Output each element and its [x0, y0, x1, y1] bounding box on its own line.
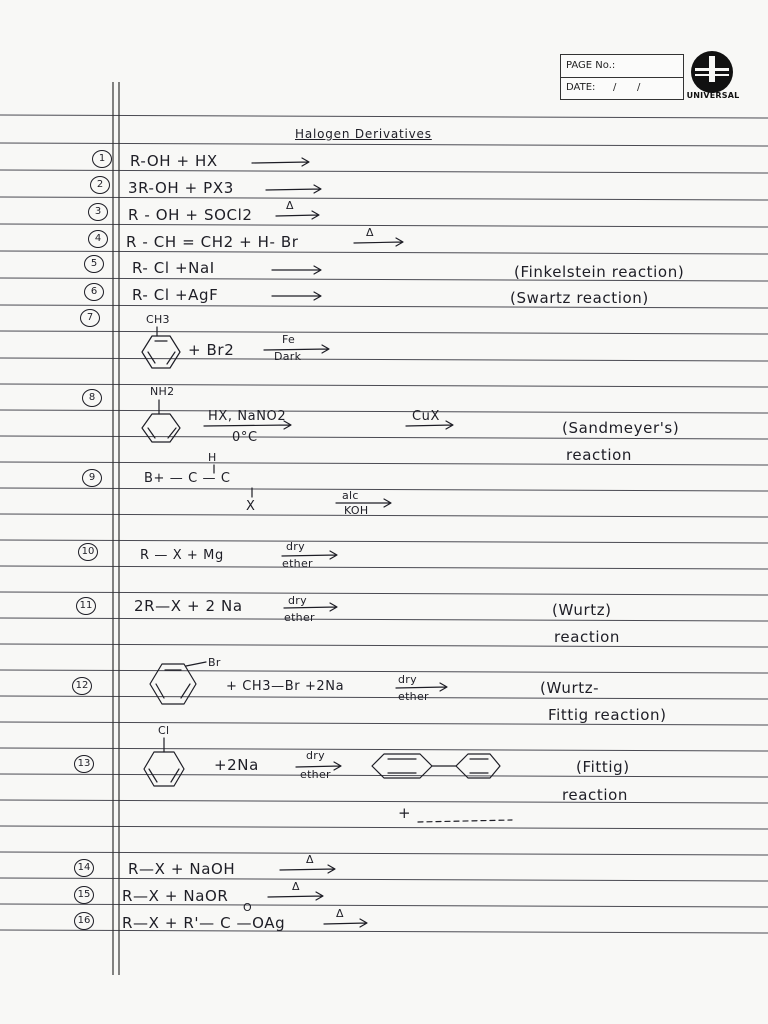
date-separator: /: [637, 82, 641, 93]
date-label: DATE:: [566, 82, 596, 93]
item-number: 13: [74, 755, 94, 773]
biphenyl-icon: [372, 754, 500, 778]
reaction-13: +2Na: [214, 756, 259, 774]
reaction-12: + CH3—Br +2Na: [226, 679, 345, 694]
carbonyl-oxygen: O: [243, 901, 252, 914]
reaction-4: R - CH = CH2 + H- Br: [126, 233, 299, 251]
reaction-6: R- Cl +AgF: [132, 286, 219, 304]
condition-label: ether: [282, 557, 313, 570]
note-sandmeyer-2: reaction: [566, 446, 633, 464]
item-number: 8: [82, 389, 102, 407]
reaction-7: + Br2: [188, 341, 235, 359]
condition-label: 0°C: [232, 430, 258, 445]
condition-label: dry: [398, 673, 417, 686]
note-wurtz-fittig-2: Fittig reaction): [548, 706, 667, 724]
reaction-9: B+ — C — C: [144, 471, 231, 486]
hydrogen-label: H: [208, 451, 217, 464]
date-separator: /: [613, 82, 617, 93]
reaction-3: R - OH + SOCl2: [128, 206, 253, 224]
halogen-label: X: [246, 499, 256, 514]
note-fittig-2: reaction: [562, 786, 629, 804]
benzene-ring-icon: [150, 662, 206, 704]
item-number: 12: [72, 677, 92, 695]
reaction-16: R—X + R'— C —OAg: [122, 914, 286, 932]
condition-label: dry: [288, 594, 307, 607]
plus-sign: +: [398, 804, 412, 822]
benzene-ring-icon: [142, 400, 180, 442]
condition-label: dry: [286, 540, 305, 553]
heat-symbol: Δ: [292, 880, 300, 893]
note-sandmeyer: (Sandmeyer's): [562, 419, 680, 437]
note-wurtz-2: reaction: [554, 628, 621, 646]
reagent-label: CuX: [412, 409, 441, 424]
substituent-ch3: CH3: [146, 313, 170, 326]
substituent-nh2: NH2: [150, 385, 175, 398]
benzene-ring-icon: [144, 738, 184, 786]
condition-label: ether: [398, 690, 429, 703]
note-finkelstein: (Finkelstein reaction): [514, 263, 685, 281]
reaction-14: R—X + NaOH: [128, 860, 236, 878]
item-number: 15: [74, 886, 94, 904]
reaction-1: R-OH + HX: [130, 152, 218, 170]
substituent-cl: Cl: [158, 724, 170, 737]
reagent-label: alc: [342, 489, 359, 502]
condition-label: Dark: [274, 350, 302, 363]
note-swartz: (Swartz reaction): [510, 289, 649, 307]
heat-symbol: Δ: [286, 199, 294, 212]
note-fittig: (Fittig): [576, 758, 630, 776]
dashed-line: [418, 820, 512, 822]
item-number: 2: [90, 176, 110, 194]
page-title: Halogen Derivatives: [295, 127, 432, 141]
condition-label: ether: [284, 611, 315, 624]
item-number: 16: [74, 912, 94, 930]
reaction-arrow-icon: [204, 158, 453, 927]
reagent-label: KOH: [344, 504, 369, 517]
item-number: 3: [88, 203, 108, 221]
catalyst-label: Fe: [282, 333, 296, 346]
benzene-ring-icon: [142, 327, 180, 368]
item-number: 14: [74, 859, 94, 877]
reaction-11: 2R—X + 2 Na: [134, 597, 243, 615]
note-wurtz-fittig: (Wurtz-: [540, 679, 600, 697]
item-number: 6: [84, 283, 104, 301]
substituent-br: Br: [208, 656, 221, 669]
reaction-5: R- Cl +NaI: [132, 259, 215, 277]
brand-name: UNIVERSAL: [686, 91, 740, 100]
item-number: 10: [78, 543, 98, 561]
reaction-15: R—X + NaOR: [122, 887, 229, 905]
item-number: 5: [84, 255, 104, 273]
heat-symbol: Δ: [366, 226, 374, 239]
item-number: 9: [82, 469, 102, 487]
item-number: 1: [92, 150, 112, 168]
reagent-label: HX, NaNO2: [208, 409, 287, 424]
note-wurtz: (Wurtz): [552, 601, 612, 619]
page-no-label: PAGE No.:: [566, 60, 616, 71]
item-number: 4: [88, 230, 108, 248]
heat-symbol: Δ: [336, 907, 344, 920]
condition-label: dry: [306, 749, 325, 762]
reaction-2: 3R-OH + PX3: [128, 179, 234, 197]
item-number: 7: [80, 309, 100, 327]
item-number: 11: [76, 597, 96, 615]
reaction-10: R — X + Mg: [140, 548, 224, 563]
heat-symbol: Δ: [306, 853, 314, 866]
condition-label: ether: [300, 768, 331, 781]
